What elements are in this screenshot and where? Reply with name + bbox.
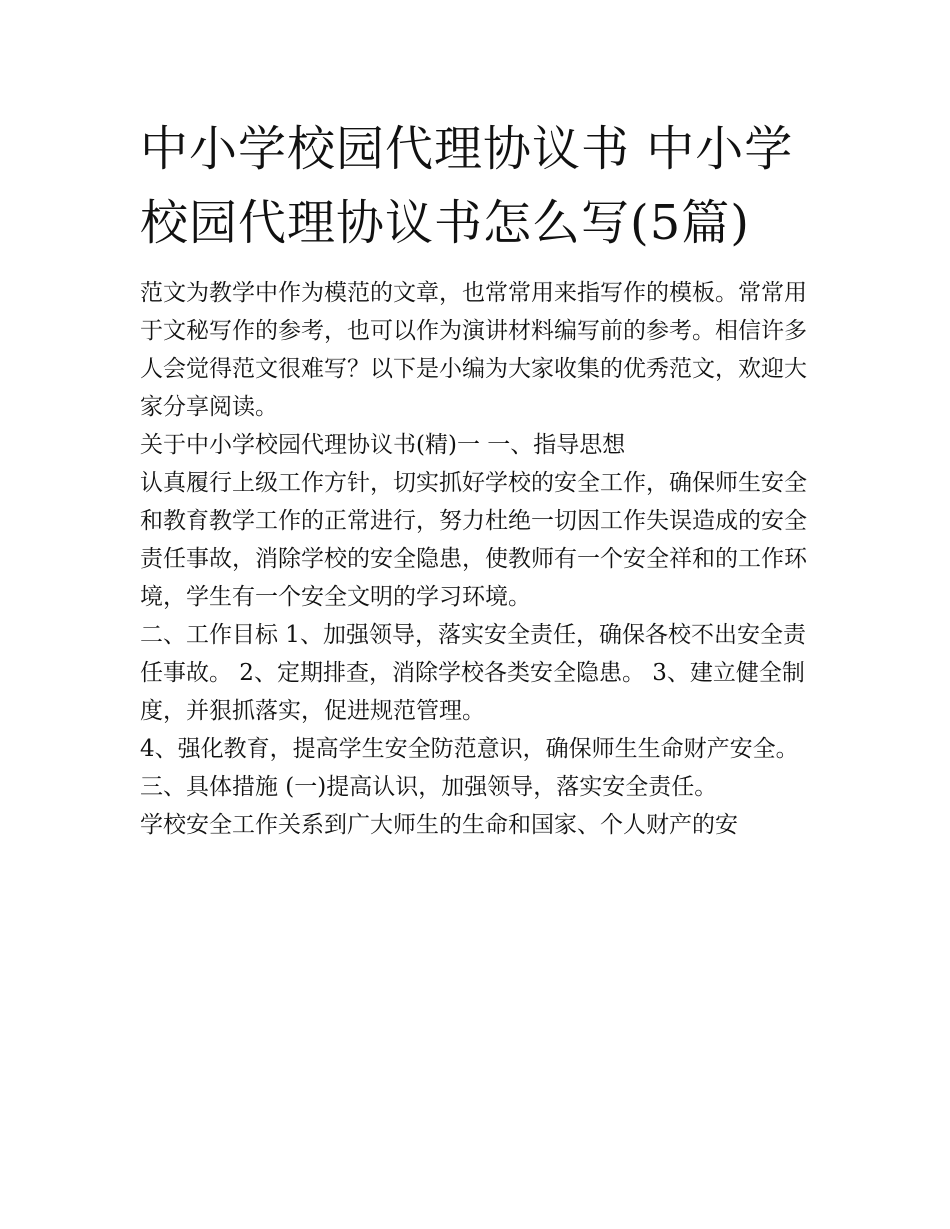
- section-heading-guiding-thought: 关于中小学校园代理协议书(精)一 一、指导思想: [140, 432, 626, 458]
- measures-paragraph: 4、强化教育，提高学生安全防范意识，确保师生生命财产安全。 三、具体措施 (一)提高认识，加强领导，落实安全责任。: [140, 736, 799, 800]
- document-title: 中小学校园代理协议书 中小学校园代理协议书怎么写(5篇): [140, 121, 794, 251]
- work-goals-paragraph: 二、工作目标 1、加强领导，落实安全责任，确保各校不出安全责任事故。 2、定期排查，消除学校各类安全隐患。 3、建立健全制度，并狠抓落实，促进规范管理。: [140, 622, 806, 724]
- document-page: [140, 112, 812, 844]
- intro-paragraph: 范文为教学中作为模范的文章，也常常用来指写作的模板。常常用于文秘写作的参考，也可以作为演讲材料编写前的参考。相信许多人会觉得范文很难写？以下是小编为大家收集的优秀范文，欢迎大家分享阅读。: [140, 280, 807, 420]
- guiding-thought-paragraph: 认真履行上级工作方针，切实抓好学校的安全工作，确保师生安全和教育教学工作的正常进行，努力杜绝一切因工作失误造成的安全责任事故，消除学校的安全隐患，使教师有一个安全祥和的工作环境，学生有一个安全文明的学习环境。: [140, 470, 807, 610]
- safety-importance-paragraph: 学校安全工作关系到广大师生的生命和国家、个人财产的安: [140, 812, 738, 838]
